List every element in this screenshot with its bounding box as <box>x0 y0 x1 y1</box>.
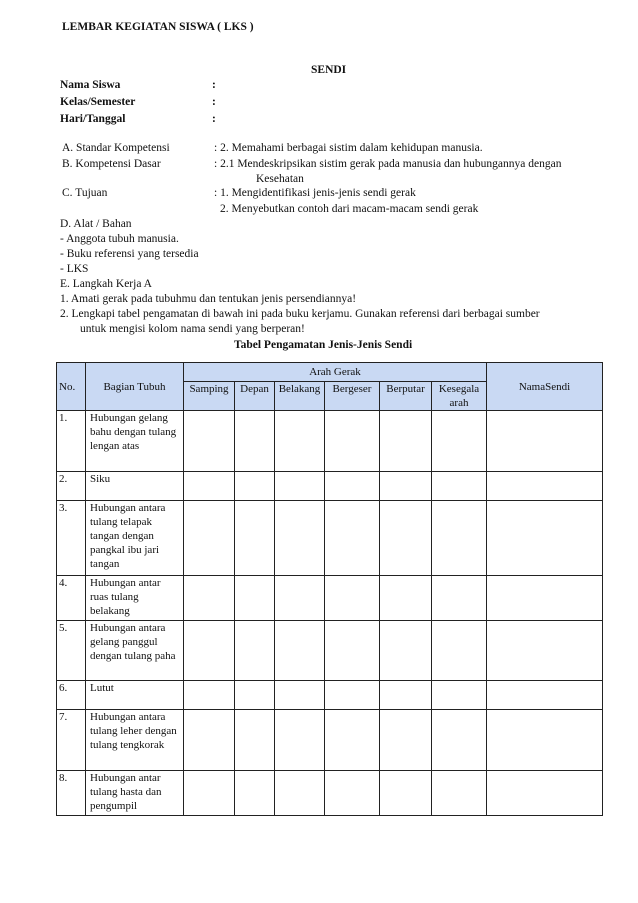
basic-competency-value-cont: Kesehatan <box>256 173 304 185</box>
header-joint-name: NamaSendi <box>487 363 603 411</box>
topic-title: SENDI <box>311 64 347 76</box>
header-direction-side: Samping <box>184 382 235 411</box>
date-colon: : <box>212 113 216 125</box>
student-name-label: Nama Siswa <box>60 79 121 91</box>
table-row <box>57 710 603 771</box>
row-body-part: Hubungan antar tulang hasta dan pengumpil <box>86 771 184 816</box>
cell[interactable] <box>325 621 380 681</box>
cell[interactable] <box>432 621 487 681</box>
header-direction-front: Depan <box>235 382 275 411</box>
cell[interactable] <box>380 411 432 472</box>
row-body-part: Hubungan antar ruas tulang belakang <box>86 576 184 621</box>
table-row <box>57 501 603 576</box>
cell[interactable] <box>380 771 432 816</box>
semester-colon: : <box>212 96 216 108</box>
cell[interactable] <box>184 411 235 472</box>
table-row <box>57 621 603 681</box>
cell[interactable] <box>184 501 235 576</box>
cell[interactable] <box>380 501 432 576</box>
document-title: LEMBAR KEGIATAN SISWA ( LKS ) <box>62 21 254 33</box>
header-motion-direction: Arah Gerak <box>184 363 487 382</box>
cell[interactable] <box>325 771 380 816</box>
cell[interactable] <box>487 501 603 576</box>
table-row <box>57 472 603 501</box>
cell[interactable] <box>380 576 432 621</box>
cell[interactable] <box>275 411 325 472</box>
cell[interactable] <box>184 621 235 681</box>
header-direction-rotate: Berputar <box>380 382 432 411</box>
cell[interactable] <box>275 710 325 771</box>
row-body-part: Hubungan gelang bahu dengan tulang lengan atas <box>86 411 184 472</box>
cell[interactable] <box>235 472 275 501</box>
table-caption: Tabel Pengamatan Jenis-Jenis Sendi <box>234 339 413 351</box>
cell[interactable] <box>184 576 235 621</box>
cell[interactable] <box>275 472 325 501</box>
cell[interactable] <box>487 411 603 472</box>
row-number: 1. <box>57 411 86 472</box>
cell[interactable] <box>325 576 380 621</box>
cell[interactable] <box>184 681 235 710</box>
step-2-cont: untuk mengisi kolom nama sendi yang berperan! <box>80 323 305 335</box>
cell[interactable] <box>432 472 487 501</box>
cell[interactable] <box>380 681 432 710</box>
cell[interactable] <box>325 411 380 472</box>
tool-item: - Buku referensi yang tersedia <box>60 248 199 260</box>
header-body-part: Bagian Tubuh <box>86 363 184 411</box>
student-name-colon: : <box>212 79 216 91</box>
step-1: 1. Amati gerak pada tubuhmu dan tentukan jenis persendiannya! <box>60 293 357 305</box>
steps-heading: E. Langkah Kerja A <box>60 278 152 290</box>
row-body-part: Lutut <box>86 681 184 710</box>
cell[interactable] <box>275 576 325 621</box>
tool-item: - LKS <box>60 263 89 275</box>
cell[interactable] <box>235 621 275 681</box>
objective-label: C. Tujuan <box>62 187 108 199</box>
cell[interactable] <box>235 501 275 576</box>
tools-heading: D. Alat / Bahan <box>60 218 132 230</box>
table-row <box>57 681 603 710</box>
cell[interactable] <box>380 710 432 771</box>
cell[interactable] <box>235 576 275 621</box>
cell[interactable] <box>235 411 275 472</box>
table-row <box>57 771 603 816</box>
header-no: No. <box>57 363 86 411</box>
standard-competency-value: : 2. Memahami berbagai sistim dalam kehidupan manusia. <box>214 142 483 154</box>
basic-competency-value: : 2.1 Mendeskripsikan sistim gerak pada manusia dan hubungannya dengan <box>214 158 562 170</box>
cell[interactable] <box>432 771 487 816</box>
row-body-part: Hubungan antara tulang leher dengan tulang tengkorak <box>86 710 184 771</box>
cell[interactable] <box>487 621 603 681</box>
row-number: 3. <box>57 501 86 576</box>
semester-label: Kelas/Semester <box>60 96 136 108</box>
table-row <box>57 576 603 621</box>
row-body-part: Siku <box>86 472 184 501</box>
cell[interactable] <box>432 576 487 621</box>
row-body-part: Hubungan antara tulang telapak tangan dengan pangkal ibu jari tangan <box>86 501 184 576</box>
observation-table <box>56 362 603 816</box>
standard-competency-label: A. Standar Kompetensi <box>62 142 170 154</box>
cell[interactable] <box>487 472 603 501</box>
cell[interactable] <box>487 681 603 710</box>
cell[interactable] <box>380 621 432 681</box>
cell[interactable] <box>432 411 487 472</box>
cell[interactable] <box>487 710 603 771</box>
cell[interactable] <box>235 710 275 771</box>
cell[interactable] <box>487 576 603 621</box>
header-direction-shift: Bergeser <box>325 382 380 411</box>
row-number: 2. <box>57 472 86 501</box>
row-number: 5. <box>57 621 86 681</box>
cell[interactable] <box>325 710 380 771</box>
cell[interactable] <box>325 681 380 710</box>
row-body-part: Hubungan antara gelang panggul dengan tulang paha <box>86 621 184 681</box>
cell[interactable] <box>325 472 380 501</box>
cell[interactable] <box>432 501 487 576</box>
header-direction-all: Kesegala arah <box>432 382 487 411</box>
row-number: 4. <box>57 576 86 621</box>
cell[interactable] <box>432 710 487 771</box>
cell[interactable] <box>275 621 325 681</box>
date-label: Hari/Tanggal <box>60 113 126 125</box>
row-number: 8. <box>57 771 86 816</box>
cell[interactable] <box>235 771 275 816</box>
cell[interactable] <box>235 681 275 710</box>
objective-2: 2. Menyebutkan contoh dari macam-macam sendi gerak <box>220 203 479 215</box>
cell[interactable] <box>275 501 325 576</box>
cell[interactable] <box>184 710 235 771</box>
cell[interactable] <box>432 681 487 710</box>
cell[interactable] <box>380 472 432 501</box>
cell[interactable] <box>275 681 325 710</box>
table-row <box>57 411 603 472</box>
cell[interactable] <box>325 501 380 576</box>
cell[interactable] <box>487 771 603 816</box>
objective-1: : 1. Mengidentifikasi jenis-jenis sendi gerak <box>214 187 416 199</box>
header-direction-back: Belakang <box>275 382 325 411</box>
cell[interactable] <box>275 771 325 816</box>
step-2: 2. Lengkapi tabel pengamatan di bawah ini pada buku kerjamu. Gunakan referensi dari berbagai sumber <box>60 308 540 320</box>
cell[interactable] <box>184 472 235 501</box>
cell[interactable] <box>184 771 235 816</box>
row-number: 6. <box>57 681 86 710</box>
basic-competency-label: B. Kompetensi Dasar <box>62 158 161 170</box>
tool-item: - Anggota tubuh manusia. <box>60 233 179 245</box>
row-number: 7. <box>57 710 86 771</box>
